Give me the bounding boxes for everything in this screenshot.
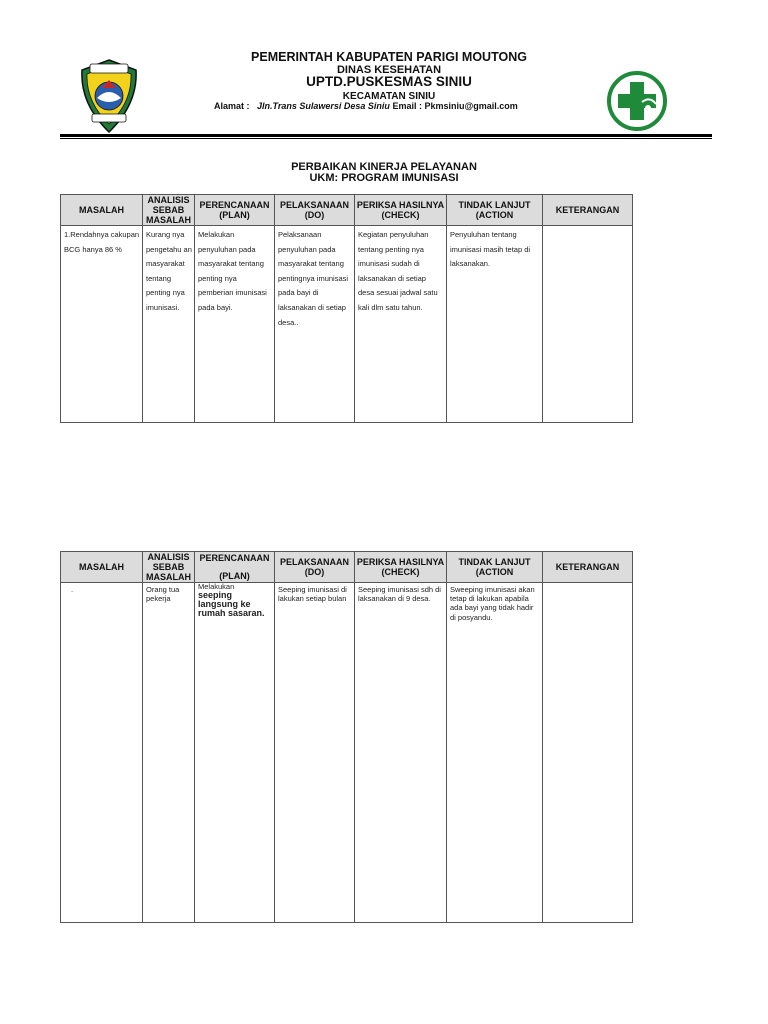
col-plan-line1: PERENCANAAN <box>199 553 270 563</box>
cell-action: Penyuluhan tentang imunisasi masih tetap di laksanakan. <box>447 226 543 423</box>
col-analisis: ANALISIS SEBAB MASALAH <box>143 552 195 583</box>
document-subtitle: UKM: PROGRAM IMUNISASI <box>309 172 459 184</box>
puskesmas-cross-icon <box>606 70 668 132</box>
cell-check: Seeping imunisasi sdh di laksanakan di 9 desa. <box>355 583 447 923</box>
col-keterangan: KETERANGAN <box>543 552 633 583</box>
cell-analisis: Orang tua pekerja <box>143 583 195 923</box>
col-do: PELAKSANAAN (DO) <box>275 552 355 583</box>
cell-analisis: Kurang nya pengetahu an masyarakat tentang penting nya imunisasi. <box>143 226 195 423</box>
col-plan-line2: (PLAN) <box>219 571 250 581</box>
cell-plan-bold <box>198 591 272 618</box>
cell-keterangan <box>543 583 633 923</box>
header-line-4: KECAMATAN SINIU <box>342 91 436 102</box>
header-address <box>214 101 518 111</box>
cell-do: Seeping imunisasi di lakukan setiap bulan <box>275 583 355 923</box>
cell-masalah: 1.Rendahnya cakupan BCG hanya 86 % <box>61 226 143 423</box>
pdca-table-1 <box>60 194 633 423</box>
document-title: PERBAIKAN KINERJA PELAYANAN <box>291 161 477 173</box>
cell-plan-small: Melakukan <box>198 582 235 591</box>
cell-masalah: . <box>61 583 143 923</box>
table-header-row <box>61 552 633 583</box>
col-check: PERIKSA HASILNYA (CHECK) <box>355 552 447 583</box>
cell-plan-bold-text: seeping langsung ke rumah sasaran <box>198 590 263 618</box>
cell-check: Kegiatan penyuluhan tentang penting nya imunisasi sudah di laksanakan di setiap desa sesuai jadwal satu kali dlm satu tahun. <box>355 226 447 423</box>
col-do: PELAKSANAAN (DO) <box>275 195 355 226</box>
cell-plan <box>195 583 275 923</box>
col-analisis: ANALISIS SEBAB MASALAH <box>143 195 195 226</box>
header-divider-thin <box>60 138 712 139</box>
pdca-table-2 <box>60 551 633 923</box>
col-plan: PERENCANAAN (PLAN) <box>195 195 275 226</box>
table-row <box>61 226 633 423</box>
col-masalah: MASALAH <box>61 195 143 226</box>
col-plan <box>195 552 275 583</box>
cell-action: Sweeping imunisasi akan tetap di lakukan apabila ada bayi yang tidak hadir di posyandu. <box>447 583 543 923</box>
header-divider <box>60 134 712 137</box>
col-check: PERIKSA HASILNYA (CHECK) <box>355 195 447 226</box>
email-value: Pkmsiniu@gmail.com <box>424 101 518 111</box>
cell-do: Pelaksanaan penyuluhan pada masyarakat tentang pentingnya imunisasi pada bayi di laksanakan di setiap desa.. <box>275 226 355 423</box>
address-street: Jln.Trans Sulawersi Desa Siniu <box>257 101 390 111</box>
cell-plan-suffix: . <box>262 608 265 618</box>
cell-plan: Melakukan penyuluhan pada masyarakat tentang penting nya pemberian imunisasi pada bayi. <box>195 226 275 423</box>
header-line-2: DINAS KESEHATAN <box>336 64 442 76</box>
address-label: Alamat : <box>214 101 250 111</box>
email-label: Email : <box>392 101 422 111</box>
header-line-1: PEMERINTAH KABUPATEN PARIGI MOUTONG <box>251 50 527 64</box>
table-row <box>61 583 633 923</box>
cell-keterangan <box>543 226 633 423</box>
col-action: TINDAK LANJUT (ACTION <box>447 195 543 226</box>
table-header-row <box>61 195 633 226</box>
header-line-3: UPTD.PUSKESMAS SINIU <box>306 74 472 89</box>
col-masalah: MASALAH <box>61 552 143 583</box>
col-action: TINDAK LANJUT (ACTION <box>447 552 543 583</box>
col-keterangan: KETERANGAN <box>543 195 633 226</box>
